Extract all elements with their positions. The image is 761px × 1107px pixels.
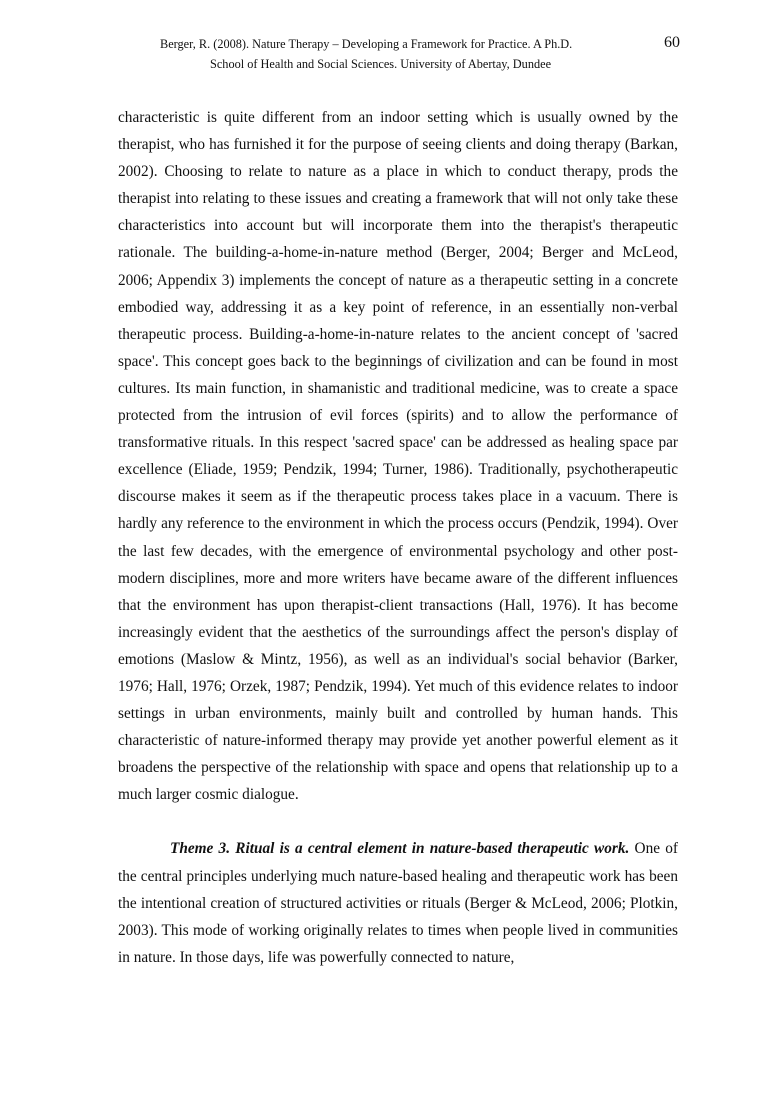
citation-line: Berger, R. (2008). Nature Therapy – Developing a Framework for Practice. A Ph.D. xyxy=(160,37,573,51)
theme-paragraph xyxy=(118,835,678,970)
body-paragraph: characteristic is quite different from an indoor setting which is usually owned by the therapist, who has furnished it for the purpose of seeing clients and doing therapy (Barkan, 2002). Choosing to relate to nature as a place in which to conduct therapy, prods the therapist into relating to these issues and creating a framework that will not only take these characteristics into account but will incorporate them into the therapist's therapeutic rationale. The building-a-home-in-nature method (Berger, 2004; Berger and McLeod, 2006; Appendix 3) implements the concept of nature as a therapeutic setting in a concrete embodied way, addressing it as a key point of reference, in an essentially non-verbal therapeutic process. Building-a-home-in-nature relates to the ancient concept of 'sacred space'. This concept goes back to the beginnings of civilization and can be found in most cultures. Its main function, in shamanistic and traditional medicine, was to create a space protected from the intrusion of evil forces (spirits) and to allow the performance of transformative rituals. In this respect 'sacred space' can be addressed as healing space par excellence (Eliade, 1959; Pendzik, 1994; Turner, 1986). Traditionally, psychotherapeutic discourse makes it seem as if the therapeutic process takes place in a vacuum. There is hardly any reference to the environment in which the process occurs (Pendzik, 1994). Over the last few decades, with the emergence of environmental psychology and other post-modern disciplines, more and more writers have became aware of the different influences that the environment has upon therapist-client transactions (Hall, 1976). It has become increasingly evident that the aesthetics of the surroundings affect the person's display of emotions (Maslow & Mintz, 1956), as well as an individual's social behavior (Barker, 1976; Hall, 1976; Orzek, 1987; Pendzik, 1994). Yet much of this evidence relates to indoor settings in urban environments, mainly built and controlled by human hands. This characteristic of nature-informed therapy may provide yet another powerful element as it broadens the perspective of the relationship with space and opens that relationship up to a much larger cosmic dialogue. xyxy=(118,109,678,804)
page-header xyxy=(0,34,761,74)
institution-line: School of Health and Social Sciences. University of Abertay, Dundee xyxy=(210,57,552,71)
document-body xyxy=(118,104,678,971)
theme-heading: Theme 3. Ritual is a central element in nature-based therapeutic work. xyxy=(170,840,630,858)
page-number: 60 xyxy=(664,34,680,51)
theme-paragraph-text: One of the central principles underlying much nature-based healing and therapeutic work has been the intentional creation of structured activities or rituals (Berger & McLeod, 2006; Plotkin, 2003). This mode of working originally relates to times when people lived in communities in nature. In those days, life was powerfully connected to nature, xyxy=(118,840,678,966)
